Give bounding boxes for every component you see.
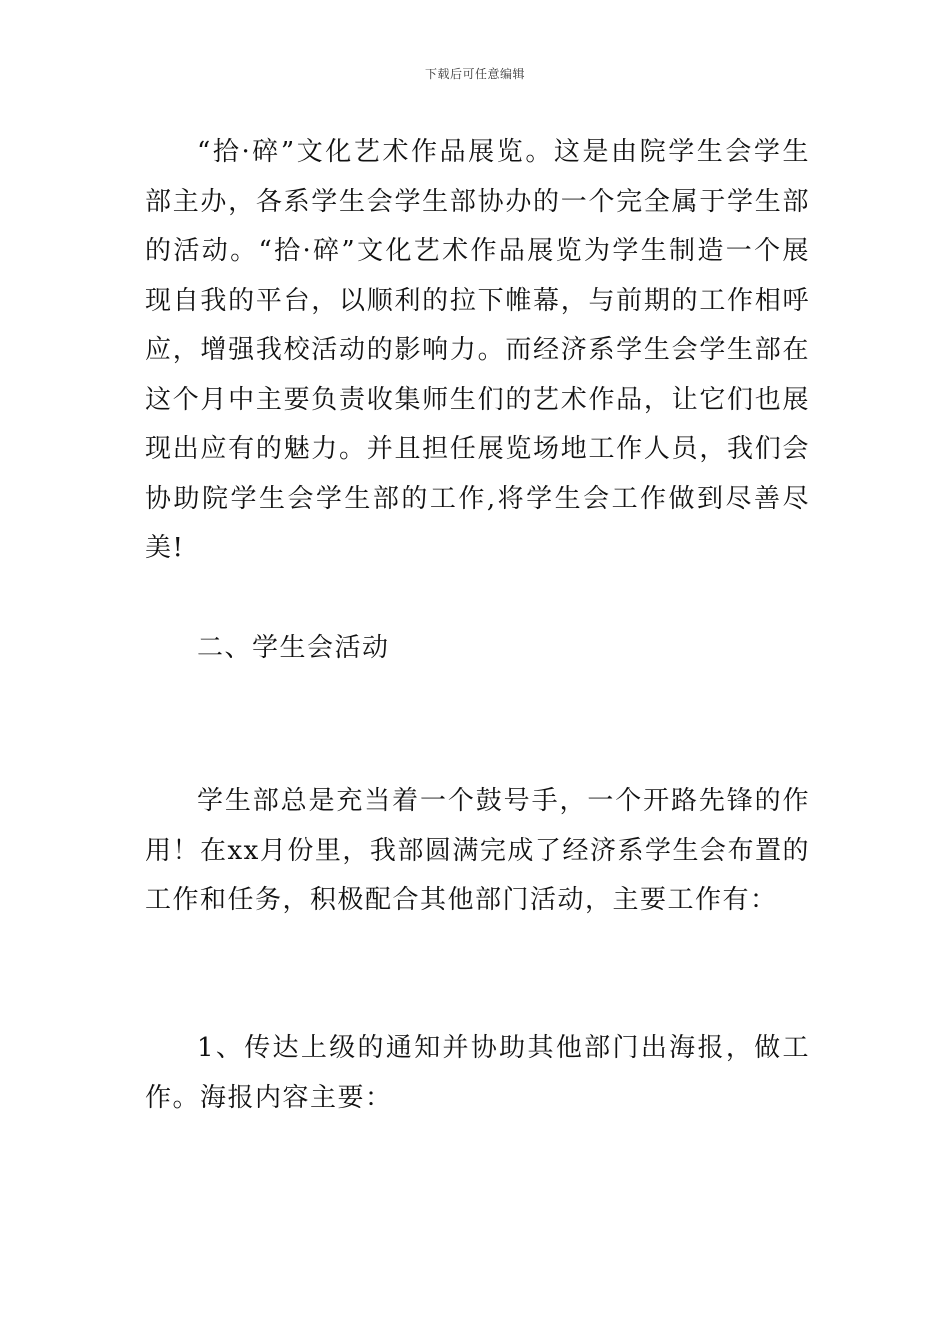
section-heading: 二、学生会活动: [197, 633, 390, 663]
paragraph-poster-work: 1、传达上级的通知并协助其他部门出海报，做工作。海报内容主要：: [145, 1033, 810, 1113]
paragraph-student-department: 学生部总是充当着一个鼓号手，一个开路先锋的作用！在xx月份里，我部圆满完成了经济系学生会布置的工作和任务，积极配合其他部门活动，主要工作有：: [145, 786, 810, 915]
paragraph-exhibition: “拾·碎”文化艺术作品展览。这是由院学生会学生部主办，各系学生会学生部协办的一个完全属于学生部的活动。“拾·碎”文化艺术作品展览为学生制造一个展现自我的平台，以顺利的拉下帷幕，与前期的工作相呼应，增强我校活动的影响力。而经济系学生会学生部在这个月中主要负责收集师生们的艺术作品，让它们也展现出应有的魅力。并且担任展览场地工作人员，我们会协助院学生会学生部的工作,将学生会工作做到尽善尽美!: [145, 137, 810, 563]
page-header-note: 下载后可任意编辑: [424, 67, 525, 81]
